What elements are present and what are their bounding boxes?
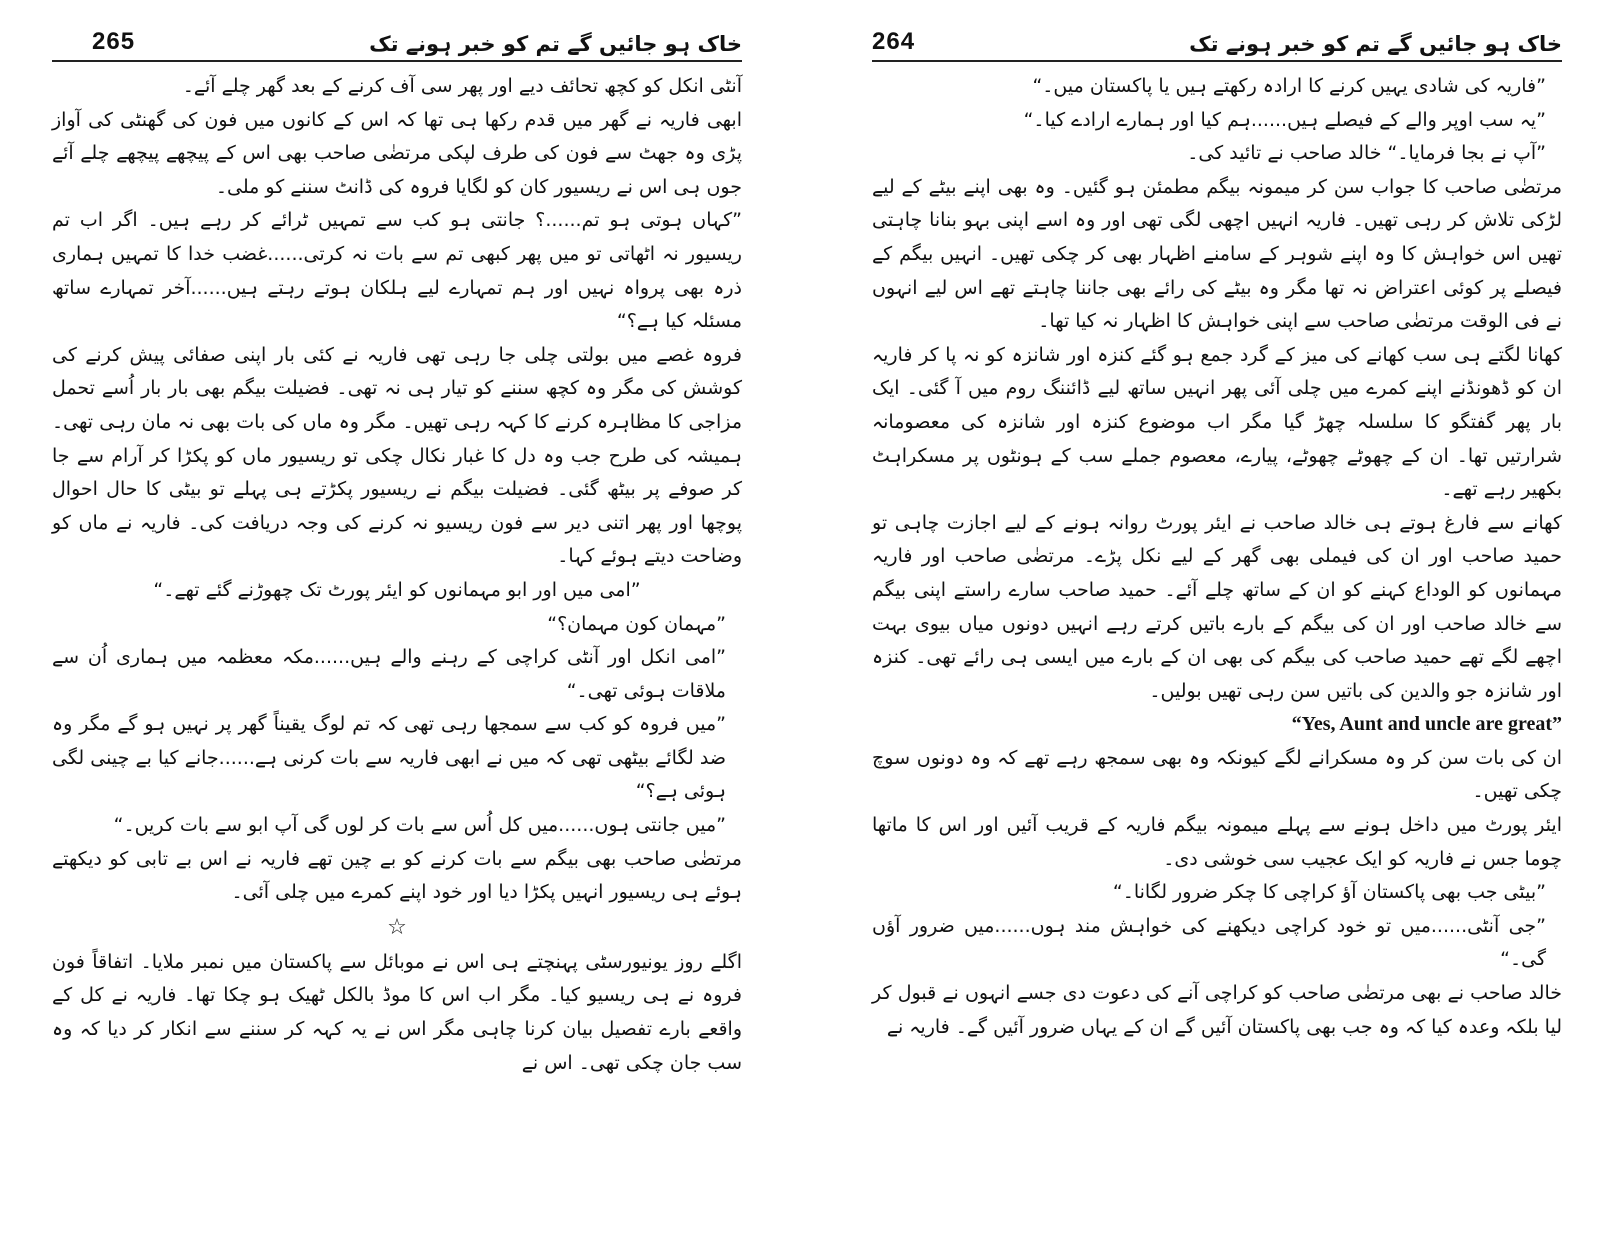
page-body — [52, 62, 742, 1080]
page-header — [872, 14, 1562, 62]
paragraph: مرتضٰی صاحب بھی بیگم سے بات کرنے کو بے چین تھے فاریہ نے اس بے تابی کو دیکھتے ہوئے ہی ریسیور انہیں پکڑا دیا اور خود اپنے کمرے میں چلی آئی۔ — [52, 847, 742, 904]
dialogue-line: ”امی میں اور ابو مہمانوں کو ایئر پورٹ تک چھوڑنے گئے تھے۔“ — [153, 578, 641, 601]
paragraph: ایئر پورٹ میں داخل ہونے سے پہلے میمونہ بیگم فاریہ کے قریب آئیں اور اس کا ماتھا چوما جس نے فاریہ کو ایک عجیب سی خوشی دی۔ — [872, 814, 1562, 870]
paragraph: آنٹی انکل کو کچھ تحائف دیے اور پھر سی آف کرنے کے بعد گھر چلے آئے۔ — [182, 75, 742, 97]
page-264 — [872, 14, 1562, 1234]
dialogue-line: ”میں فروہ کو کب سے سمجھا رہی تھی کہ تم لوگ یقیناً گھر پر نہیں ہو گے مگر وہ ضد لگائے بیٹھی تھی کہ میں نے ابھی فاریہ سے بات کرنی ہے......جانے کیا بے چینی لگی ہوئی ہے؟“ — [52, 713, 726, 803]
page-body — [872, 62, 1562, 1044]
paragraph: کھانا لگتے ہی سب کھانے کی میز کے گرد جمع ہو گئے کنزہ اور شانزہ کو نہ پا کر فاریہ ان کو ڈھونڈنے اپنے کمرے میں چلی آئی پھر انہیں ساتھ لیے ڈائننگ روم میں آ گئی۔ ایک بار پھر گفتگو کا سلسلہ چھڑ گیا مگر اب موضوع کنزہ اور شانزہ کی معصومانہ شرارتیں تھا۔ ان کے چھوٹے چھوٹے، پیارے، معصوم جملے سب کے ہونٹوں پر مسکراہٹ بکھیر رہے تھے۔ — [872, 343, 1562, 501]
paragraph: ”کہاں ہوتی ہو تم......؟ جانتی ہو کب سے تمہیں ٹرائے کر رہے ہیں۔ اگر اب تم ریسیور نہ اٹھاتی تو میں پھر کبھی تم سے بات نہ کرتی......غضب خدا کا تمہیں ہماری ذرہ بھی پرواہ نہیں اور ہم تمہارے لیے ہلکان ہوتے رہتے ہیں......آخر تمہارے ساتھ مسئلہ کیا ہے؟“ — [52, 209, 742, 333]
dialogue-line: ”جی آنٹی......میں تو خود کراچی دیکھنے کی خواہش مند ہوں......میں ضرور آؤں گی۔“ — [872, 914, 1546, 971]
dialogue-line: ”مہمان کون مہمان؟“ — [547, 612, 726, 635]
paragraph: کھانے سے فارغ ہوتے ہی خالد صاحب نے ایئر پورٹ روانہ ہونے کے لیے اجازت چاہی تو حمید صاحب اور ان کی فیملی بھی گھر کے لیے نکل پڑے۔ مرتضٰی صاحب اور فاریہ مہمانوں کو الوداع کہنے کو ان کے ساتھ چلے آئے۔ حمید صاحب سارے راستے اپنی بیگم سے خالد صاحب اور ان کی بیگم کے بارے باتیں کرتے رہے انہیں دونوں میاں بیوی بہت اچھے لگے تھے حمید صاحب کی بیگم کی بھی ان کے بارے میں ایسی ہی رائے تھی۔ کنزہ اور شانزہ جو والدین کی باتیں سن رہی تھیں بولیں۔ — [872, 511, 1562, 702]
dialogue-line: ”یہ سب اوپر والے کے فیصلے ہیں......ہم کیا اور ہمارے ارادے کیا۔“ — [1023, 108, 1546, 131]
page-number: 265 — [92, 28, 136, 55]
paragraph: مرتضٰی صاحب کا جواب سن کر میمونہ بیگم مطمئن ہو گئیں۔ وہ بھی اپنے بیٹے کے لیے لڑکی تلاش کر رہی تھیں۔ فاریہ انہیں اچھی لگی تھی اور وہ اسے اپنی بہو بنانا چاہتی تھیں اس خواہش کا وہ اپنے شوہر کے سامنے اظہار بھی کر چکی تھیں۔ انہیں بیگم کے فیصلے پر کوئی اعتراض نہ تھا مگر وہ بیٹے کی رائے بھی جاننا چاہتے تھے اس لیے انہوں نے فی الوقت مرتضٰی صاحب سے اپنی خواہش کا اظہار نہ کیا تھا۔ — [872, 175, 1562, 333]
paragraph: اگلے روز یونیورسٹی پہنچتے ہی اس نے موبائل سے پاکستان میں نمبر ملایا۔ اتفاقاً فون فروہ نے ہی ریسیو کیا۔ مگر اب اس کا موڈ بالکل ٹھیک ہو چکا تھا۔ فاریہ نے کل کے واقعے بارے تفصیل بیان کرنا چاہی مگر اس نے یہ کہہ کر سننے سے انکار کر دیا کہ وہ سب جان چکی تھی۔ اس نے — [52, 950, 742, 1074]
paragraph: ابھی فاریہ نے گھر میں قدم رکھا ہی تھا کہ اس کے کانوں میں فون کی گھنٹی کی آواز پڑی وہ جھٹ سے فون کی طرف لپکی مرتضٰی صاحب بھی اس کے پیچھے پیچھے چلے آئے جوں ہی اس نے ریسیور کان کو لگایا فروہ کی ڈانٹ سننے کو ملی۔ — [52, 108, 742, 198]
dialogue-line: ”بیٹی جب بھی پاکستان آؤ کراچی کا چکر ضرور لگانا۔“ — [1112, 881, 1546, 904]
dialogue-line: ”میں جانتی ہوں......میں کل اُس سے بات کر لوں گی آپ ابو سے بات کریں۔“ — [113, 814, 726, 837]
paragraph: فروہ غصے میں بولتی چلی جا رہی تھی فاریہ نے کئی بار اپنی صفائی پیش کرنے کی کوشش کی مگر وہ کچھ سننے کو تیار ہی نہ تھی۔ فضیلت بیگم بھی بار بار اُسے تحمل مزاجی کا مظاہرہ کرنے کا کہہ رہی تھیں۔ مگر وہ ماں کی بات بھی نہ مان رہی تھی۔ ہمیشہ کی طرح جب وہ دل کا غبار نکال چکی تو ریسیور ماں کو پکڑا کر آرام سے جا کر صوفے پر بیٹھ گئی۔ فضیلت بیگم نے ریسیور پکڑتے ہی پہلے تو بیٹی کا حال احوال پوچھا اور پھر اتنی دیر سے فون ریسیو نہ کرنے کی وجہ دریافت کی۔ فاریہ نے ماں کو وضاحت دیتے ہوئے کہا۔ — [52, 343, 742, 568]
paragraph: ان کی بات سن کر وہ مسکرانے لگے کیونکہ وہ بھی سمجھ رہے تھے کہ وہ دونوں سوچ چکی تھیں۔ — [872, 746, 1562, 803]
running-title: خاک ہو جائیں گے تم کو خبر ہونے تک — [369, 32, 742, 56]
dialogue-line: ”آپ نے بجا فرمایا۔“ خالد صاحب نے تائید کی۔ — [1187, 142, 1546, 165]
dialogue-line: ”فاریہ کی شادی یہیں کرنے کا ارادہ رکھتے ہیں یا پاکستان میں۔“ — [1032, 75, 1546, 97]
page-header — [52, 14, 742, 62]
page-265 — [52, 14, 742, 1234]
running-title: خاک ہو جائیں گے تم کو خبر ہونے تک — [1189, 32, 1562, 56]
english-quote: “Yes, Aunt and uncle are great” — [1291, 713, 1562, 736]
page-number: 264 — [872, 28, 916, 55]
dialogue-line: ”امی انکل اور آنٹی کراچی کے رہنے والے ہیں......مکہ معظمہ میں ہماری اُن سے ملاقات ہوئی تھی۔“ — [52, 646, 726, 702]
star-divider-icon: ☆ — [387, 914, 407, 940]
paragraph: خالد صاحب نے بھی مرتضٰی صاحب کو کراچی آنے کی دعوت دی جسے انہوں نے قبول کر لیا بلکہ وعدہ کیا کہ وہ جب بھی پاکستان آئیں گے ان کے یہاں ضرور آئیں گے۔ فاریہ نے — [872, 982, 1562, 1038]
